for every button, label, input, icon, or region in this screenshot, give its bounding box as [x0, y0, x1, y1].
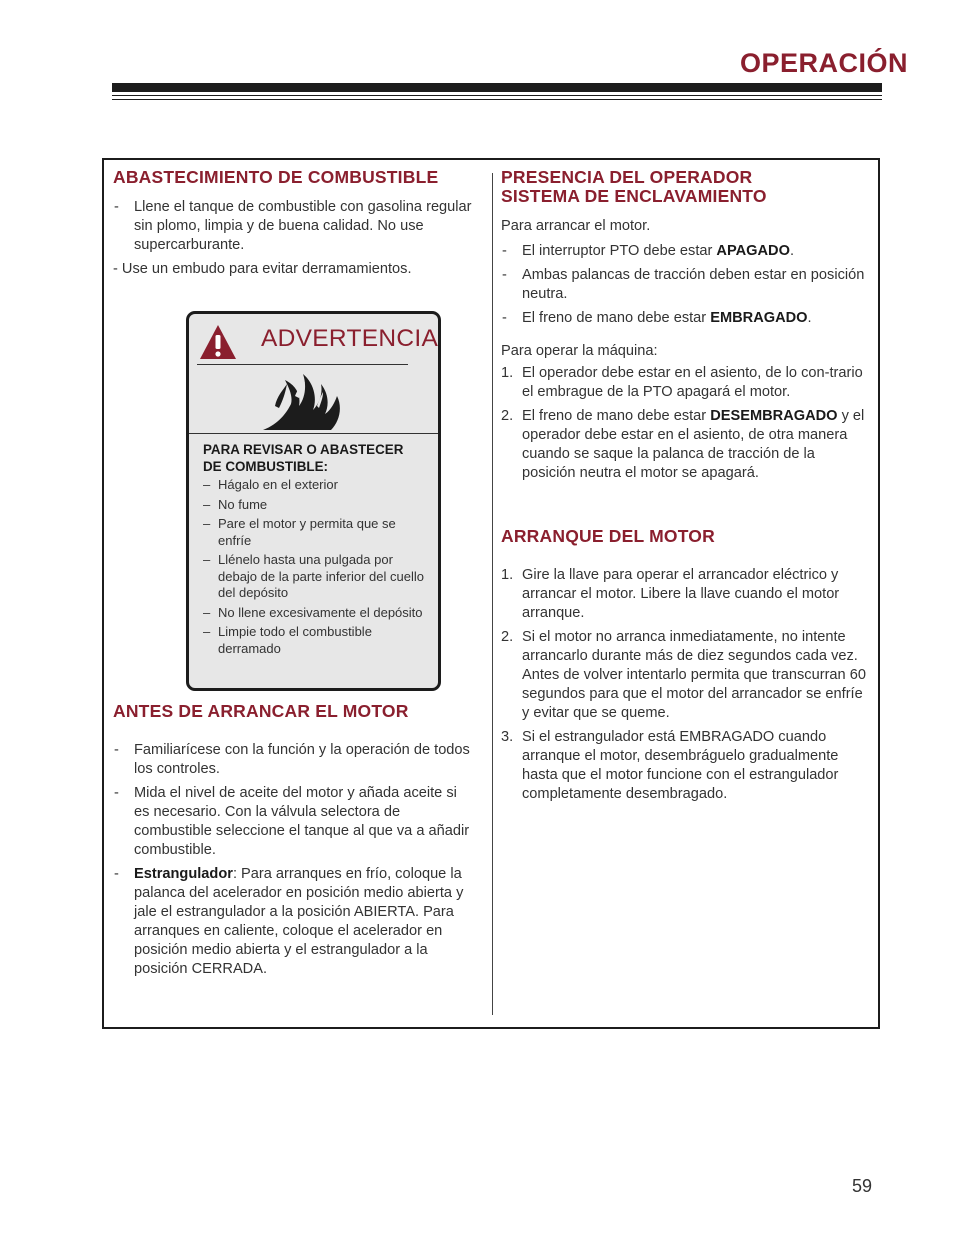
list-item-text: Familiarícese con la función y la operación de todos los controles. — [134, 742, 470, 777]
before-start-heading: ANTES DE ARRANCAR EL MOTOR — [113, 701, 409, 721]
list-item-text: Ambas palancas de tracción deben estar en posición neutra. — [522, 267, 865, 302]
list-item-text: Si el motor no arranca inmediatamente, no intente arrancarlo durante más de diez segundos cada vez. Antes de volver intentarlo permita que transcurran 60 segundos para que el motor del arrancador se enfríe y evitar que se queme. — [522, 629, 866, 721]
list-item-text: El freno de mano debe estar — [522, 310, 711, 326]
before-start-list — [113, 741, 473, 979]
list-item — [203, 624, 425, 657]
list-item — [501, 309, 871, 328]
warning-triangle-icon — [199, 324, 237, 360]
operator-start-list — [501, 242, 871, 328]
list-item-bold: APAGADO — [716, 243, 790, 259]
list-item — [501, 242, 871, 261]
page-number: 59 — [851, 1176, 872, 1196]
number-mark: 2. — [501, 629, 514, 645]
list-item-text: No llene excesivamente el depósito — [218, 604, 423, 620]
dash-mark: – — [203, 624, 211, 639]
number-mark: 2. — [501, 408, 514, 424]
list-item — [501, 407, 871, 483]
list-item — [113, 260, 473, 279]
list-item — [203, 516, 425, 549]
warning-list — [203, 477, 425, 657]
before-start-section — [113, 702, 473, 984]
warning-divider — [189, 433, 438, 434]
fuel-heading: ABASTECIMIENTO DE COMBUSTIBLE — [113, 167, 439, 187]
list-item-tail: y el operador debe estar en el asiento, de otra manera cuando se saque la palanca de tracción de la posición neutra el motor se apagará. — [522, 408, 865, 481]
list-item — [203, 605, 425, 622]
header-rule-thick — [112, 83, 882, 92]
dash-mark: - — [114, 866, 119, 882]
list-item — [501, 566, 871, 623]
list-item — [203, 477, 425, 494]
list-item-text: Limpie todo el combustible derramado — [218, 624, 372, 656]
list-item-text: Hágalo en el exterior — [218, 477, 338, 492]
engine-start-heading: ARRANQUE DEL MOTOR — [501, 526, 715, 546]
dash-mark: - — [502, 267, 507, 283]
engine-start-list — [501, 566, 871, 804]
number-mark: 1. — [501, 365, 514, 381]
dash-mark: - — [114, 742, 119, 758]
operator-intro-operate: Para operar la máquina: — [501, 343, 658, 359]
list-item-text: Mida el nivel de aceite del motor y añada aceite si es necesario. Con la válvula selectora de combustible seleccione el tanque al que va a añadir combustible. — [134, 785, 470, 858]
list-item-text: Si el estrangulador está EMBRAGADO cuando arranque el motor, desembráguelo gradualmente hasta que el motor funcione con el estrangulador completamente desembragado. — [522, 729, 839, 802]
operator-operate-list — [501, 364, 871, 483]
list-item-text: Gire la llave para operar el arrancador eléctrico y arrancar el motor. Libere la llave cuando el motor arranque. — [522, 567, 840, 621]
list-item — [203, 552, 425, 602]
warning-title: ADVERTENCIA — [261, 325, 439, 352]
list-item-text: - Use un embudo para evitar derramamientos. — [113, 261, 412, 277]
operator-intro-start: Para arrancar el motor. — [501, 218, 651, 234]
fire-icon — [257, 366, 345, 432]
list-item-text: El interruptor PTO debe estar — [522, 243, 717, 259]
dash-mark: – — [203, 496, 211, 512]
number-mark: 3. — [501, 729, 514, 745]
list-item-bold: EMBRAGADO — [710, 310, 808, 326]
list-item-text: El operador debe estar en el asiento, de lo con-trario el embrague de la PTO apagará el motor. — [522, 365, 863, 400]
dash-mark: – — [203, 552, 211, 567]
engine-start-section — [501, 527, 871, 809]
dash-mark: – — [203, 604, 211, 620]
header-rule-thin — [112, 99, 882, 100]
header-rule-thin — [112, 95, 882, 96]
operator-heading-line2: SISTEMA DE ENCLAVAMIENTO — [501, 186, 767, 206]
fuel-list — [113, 198, 473, 279]
operator-section — [501, 168, 871, 488]
page-title: OPERACIÓN — [739, 48, 908, 78]
list-item-text: Pare el motor y permita que se enfríe — [218, 516, 396, 548]
list-item-tail: . — [807, 310, 812, 326]
dash-mark: – — [203, 516, 211, 531]
list-item — [203, 497, 425, 514]
operator-heading-line1: PRESENCIA DEL OPERADOR — [501, 167, 753, 187]
list-item-bold: DESEMBRAGADO — [710, 408, 838, 424]
list-item — [501, 628, 871, 723]
list-item-bold: Estrangulador — [134, 866, 233, 882]
list-item — [113, 784, 473, 860]
fuel-section — [113, 168, 473, 284]
dash-mark: – — [203, 477, 211, 492]
dash-mark: - — [114, 199, 119, 215]
list-item — [501, 266, 871, 304]
list-item-text: El freno de mano debe estar — [522, 408, 711, 424]
list-item — [113, 865, 473, 979]
warning-label — [186, 311, 441, 691]
dash-mark: - — [502, 310, 507, 326]
number-mark: 1. — [501, 567, 514, 583]
dash-mark: - — [114, 785, 119, 801]
warning-body — [203, 442, 425, 660]
list-item — [113, 741, 473, 779]
list-item-text: : Para arranques en frío, coloque la palanca del acelerador en posición medio abierta y jale el estrangulador a la posición ABIERTA. Para arranques en caliente, coloque el acelerador en posición medio abierta y el estrangulador a la posición CERRADA. — [134, 866, 464, 977]
warning-header — [197, 322, 439, 365]
list-item-text: No fume — [218, 496, 268, 512]
list-item — [113, 198, 473, 255]
list-item-text: Llénelo hasta una pulgada por debajo de la parte inferior del cuello del depósito — [218, 552, 424, 600]
dash-mark: - — [502, 243, 507, 259]
column-divider — [492, 173, 493, 1015]
warning-heading: PARA REVISAR O ABASTECER DE COMBUSTIBLE: — [203, 442, 404, 474]
list-item-text: Llene el tanque de combustible con gasolina regular sin plomo, limpia y de buena calidad. No use supercarburante. — [134, 199, 472, 253]
list-item — [501, 728, 871, 804]
list-item-tail: . — [789, 243, 794, 259]
list-item — [501, 364, 871, 402]
